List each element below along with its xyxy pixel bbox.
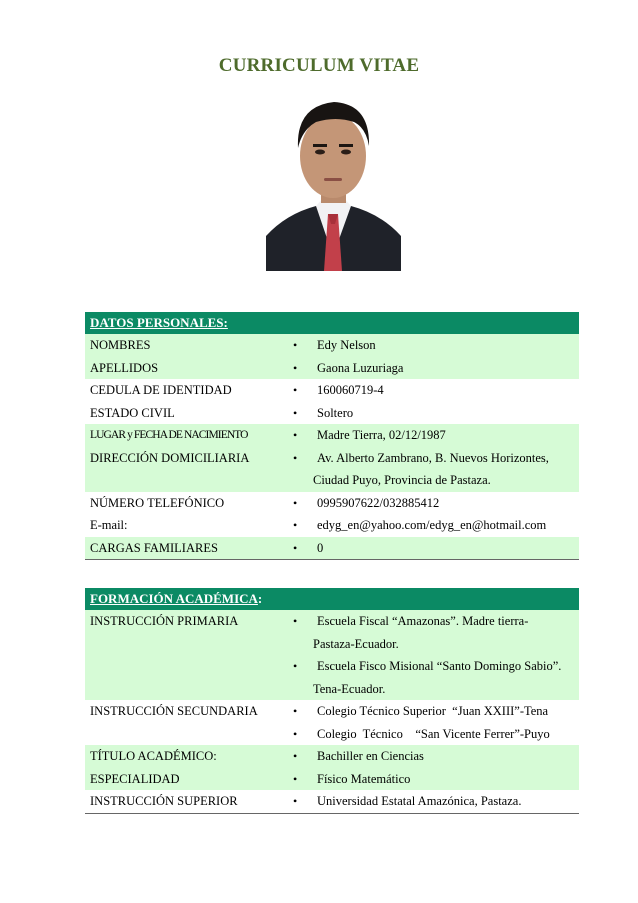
bullet-icon: • bbox=[293, 360, 298, 375]
table-row: LUGAR y FECHA DE NACIMIENTO DIRECCIÓN DOMICILIARIA • Madre Tierra, 02/12/1987 • Av. Alberto Zambrano, B. Nuevos Horizontes, Ciudad Puyo, Provincia de Pastaza. bbox=[85, 424, 579, 492]
bullet-icon: • bbox=[293, 704, 298, 718]
bullet-icon: • bbox=[293, 614, 298, 628]
person-photo-icon bbox=[266, 86, 401, 271]
table-row: INSTRUCCIÓN PRIMARIA • Escuela Fiscal “Amazonas”. Madre tierra- Pastaza-Ecuador. • Escuela Fisco Misional “Santo Domingo Sabio”. Tena-Ecuador. bbox=[85, 610, 579, 700]
document-title: CURRICULUM VITAE bbox=[218, 55, 420, 76]
academic-header: FORMACIÓN ACADÉMICA: bbox=[85, 588, 579, 610]
profile-photo bbox=[266, 86, 401, 271]
table-row: CARGAS FAMILIARES • 0 bbox=[85, 537, 579, 561]
table-row: INSTRUCCIÓN SECUNDARIA • Colegio Técnico Superior “Juan XXIII”-Tena • Colegio Técnico “San Vicente Ferrer”-Puyo bbox=[85, 700, 579, 745]
bullet-icon: • bbox=[293, 726, 298, 741]
table-row: NOMBRES APELLIDOS • Edy Nelson • Gaona Luzuriaga bbox=[85, 334, 579, 379]
table-row: INSTRUCCIÓN SUPERIOR • Universidad Estatal Amazónica, Pastaza. bbox=[85, 790, 579, 814]
bullet-icon: • bbox=[293, 540, 298, 555]
bullet-icon: • bbox=[293, 383, 298, 397]
bullet-icon: • bbox=[293, 495, 298, 510]
bullet-icon: • bbox=[293, 338, 298, 352]
bullet-icon: • bbox=[293, 794, 298, 808]
table-row: CEDULA DE IDENTIDAD ESTADO CIVIL • 160060719-4 • Soltero bbox=[85, 379, 579, 424]
bullet-icon: • bbox=[293, 749, 298, 763]
table-row: TÍTULO ACADÉMICO: ESPECIALIDAD • Bachiller en Ciencias • Físico Matemático bbox=[85, 745, 579, 790]
bullet-icon: • bbox=[293, 428, 298, 442]
bullet-icon: • bbox=[293, 518, 298, 532]
bullet-icon: • bbox=[293, 659, 298, 673]
table-row: NÚMERO TELEFÓNICO E-mail: • 0995907622/032885412 • edyg_en@yahoo.com/edyg_en@hotmail.com bbox=[85, 492, 579, 537]
personal-data-table bbox=[85, 312, 579, 560]
bullet-icon: • bbox=[293, 450, 298, 465]
personal-data-header: DATOS PERSONALES: bbox=[85, 312, 579, 334]
bullet-icon: • bbox=[293, 771, 298, 786]
academic-table bbox=[85, 588, 579, 814]
bullet-icon: • bbox=[293, 405, 298, 420]
